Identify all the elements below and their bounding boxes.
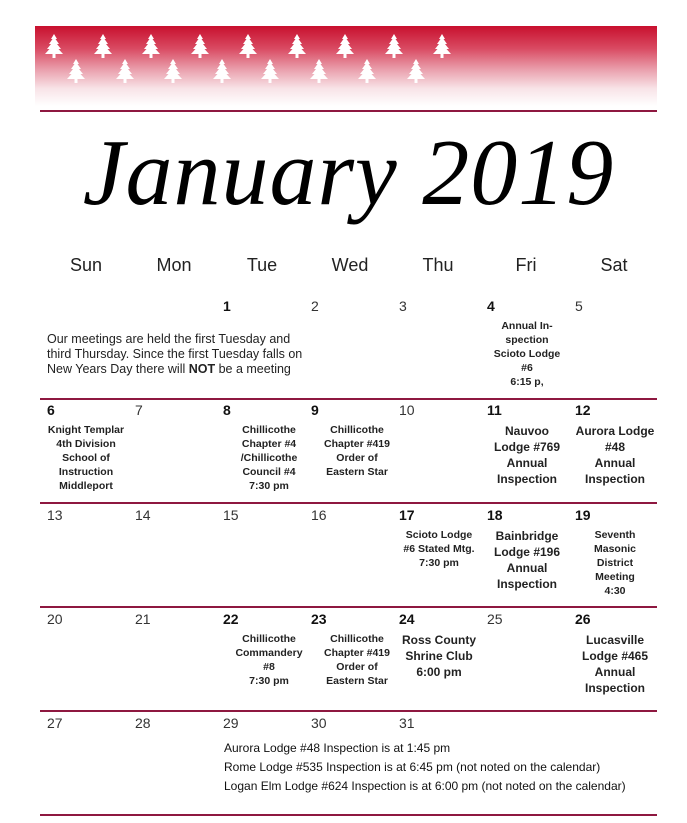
- day-number: 12: [575, 402, 591, 418]
- christmas-banner: [35, 26, 657, 106]
- event-line: 7:30 pm: [249, 675, 289, 687]
- event-line: 6:15 p,: [510, 376, 544, 388]
- event-line: #8: [263, 661, 275, 673]
- event-line: Meeting: [595, 571, 635, 583]
- event-line: Scioto Lodge: [405, 529, 473, 541]
- event-line: Commandery: [235, 647, 303, 659]
- page-title: January 2019: [82, 121, 615, 225]
- event-line: Inspection: [496, 472, 557, 486]
- day-number: 17: [399, 507, 415, 523]
- note-text: Our meetings are held the first Tuesday and third Thursday. Since the first Tuesday falls on New Years Day there will: [47, 332, 303, 376]
- day-number: 1: [223, 298, 231, 314]
- christmas-tree-icon: [65, 59, 87, 83]
- day-number: 20: [47, 611, 63, 627]
- event-line: #6: [521, 362, 533, 374]
- event-line: Chillicothe: [330, 633, 384, 645]
- event-line: Chillicothe: [242, 424, 296, 436]
- day-of-week-wed: Wed: [331, 255, 369, 275]
- event-line: #48: [604, 440, 626, 454]
- event-line: Shrine Club: [405, 649, 473, 663]
- day-number: 21: [135, 611, 151, 627]
- calendar-event[interactable]: [398, 632, 480, 680]
- day-number: 31: [399, 715, 415, 731]
- christmas-tree-icon: [189, 34, 211, 58]
- event-line: #6 Stated Mtg.: [403, 543, 475, 555]
- day-number: 4: [487, 298, 495, 314]
- event-line: Lodge #465: [581, 649, 649, 663]
- day-number: 15: [223, 507, 239, 523]
- day-number: 2: [311, 298, 319, 314]
- christmas-tree-icon: [356, 59, 378, 83]
- footer-note: Rome Lodge #535 Inspection is at 6:45 pm (not noted on the calendar): [224, 760, 601, 774]
- christmas-tree-icon: [237, 34, 259, 58]
- christmas-tree-icon: [140, 34, 162, 58]
- day-of-week-sun: Sun: [69, 255, 103, 275]
- day-number: 9: [311, 402, 319, 418]
- calendar-event[interactable]: [398, 528, 480, 570]
- event-line: Inspection: [584, 681, 645, 695]
- event-line: Order of: [336, 452, 378, 464]
- event-line: Lucasville: [585, 633, 645, 647]
- event-line: 7:30 pm: [249, 480, 289, 492]
- meeting-note: [47, 332, 317, 377]
- event-line: School of: [62, 452, 110, 464]
- event-line: Masonic: [593, 543, 636, 555]
- day-number: 11: [487, 402, 502, 418]
- event-line: Nauvoo: [504, 424, 549, 438]
- event-line: Lodge #196: [493, 545, 561, 559]
- day-number: 8: [223, 402, 231, 418]
- calendar-event[interactable]: [574, 423, 656, 487]
- week-divider: [40, 606, 657, 608]
- christmas-tree-icon: [405, 59, 427, 83]
- event-line: Chillicothe: [242, 633, 296, 645]
- event-line: Middleport: [59, 480, 113, 492]
- day-number: 6: [47, 402, 55, 418]
- day-of-week-mon: Mon: [156, 255, 192, 275]
- week-divider: [40, 398, 657, 400]
- day-number: 16: [311, 507, 327, 523]
- footer-note: Aurora Lodge #48 Inspection is at 1:45 pm: [224, 741, 451, 755]
- event-line: Inspection: [496, 577, 557, 591]
- christmas-tree-icon: [114, 59, 136, 83]
- event-line: Annual: [594, 456, 636, 470]
- christmas-tree-icon: [308, 59, 330, 83]
- day-of-week-thu: Thu: [422, 255, 454, 275]
- calendar-event[interactable]: [486, 423, 568, 487]
- day-number: 26: [575, 611, 591, 627]
- calendar-event[interactable]: [574, 632, 656, 696]
- event-line: Chillicothe: [330, 424, 384, 436]
- event-line: Aurora Lodge: [575, 424, 655, 438]
- day-number: 18: [487, 507, 503, 523]
- event-line: Lodge #769: [493, 440, 561, 454]
- note-text-end: be a meeting: [215, 362, 291, 376]
- week-divider: [40, 814, 657, 816]
- day-number: 5: [575, 298, 583, 314]
- event-line: Ross County: [401, 633, 476, 647]
- event-line: Instruction: [58, 466, 114, 478]
- footer-note: Logan Elm Lodge #624 Inspection is at 6:00 pm (not noted on the calendar): [224, 779, 626, 793]
- day-number: 22: [223, 611, 239, 627]
- day-number: 13: [47, 507, 63, 523]
- christmas-tree-icon: [286, 34, 308, 58]
- event-line: Order of: [336, 661, 378, 673]
- christmas-tree-icon: [162, 59, 184, 83]
- day-of-week-fri: Fri: [515, 255, 537, 275]
- christmas-tree-icon: [92, 34, 114, 58]
- calendar-event[interactable]: [574, 528, 656, 598]
- christmas-tree-icon: [431, 34, 453, 58]
- christmas-tree-icon: [259, 59, 281, 83]
- event-line: Inspection: [584, 472, 645, 486]
- christmas-tree-icon: [211, 59, 233, 83]
- event-line: 6:00 pm: [416, 665, 462, 679]
- day-number: 23: [311, 611, 327, 627]
- event-line: 4:30: [604, 585, 626, 597]
- day-number: 14: [135, 507, 151, 523]
- calendar-event[interactable]: [230, 423, 308, 493]
- event-line: Knight Templar: [47, 424, 125, 436]
- event-line: 4th Division: [56, 438, 116, 450]
- event-line: District: [596, 557, 634, 569]
- day-number: 10: [399, 402, 415, 418]
- day-number: 28: [135, 715, 151, 731]
- calendar-event[interactable]: [230, 632, 308, 688]
- day-number: 19: [575, 507, 591, 523]
- day-number: 7: [135, 402, 143, 418]
- event-line: Chapter #419: [324, 438, 390, 450]
- day-number: 30: [311, 715, 327, 731]
- event-line: Annual: [594, 665, 636, 679]
- event-line: Annual: [506, 456, 548, 470]
- event-line: Seventh: [594, 529, 636, 541]
- week-divider: [40, 710, 657, 712]
- calendar-event[interactable]: [486, 528, 568, 592]
- event-line: Bainbridge: [495, 529, 559, 543]
- divider: [40, 110, 657, 112]
- calendar-event[interactable]: [318, 632, 396, 688]
- event-line: spection: [505, 334, 549, 346]
- event-line: Chapter #419: [324, 647, 390, 659]
- day-of-week-tue: Tue: [246, 255, 278, 275]
- calendar-event[interactable]: [486, 319, 568, 389]
- event-line: Eastern Star: [326, 675, 388, 687]
- event-line: Annual In-: [501, 320, 553, 332]
- day-of-week-sat: Sat: [600, 255, 628, 275]
- day-number: 24: [399, 611, 415, 627]
- event-line: Council #4: [242, 466, 296, 478]
- calendar-event[interactable]: [45, 423, 127, 493]
- christmas-tree-icon: [334, 34, 356, 58]
- day-number: 3: [399, 298, 407, 314]
- event-line: Chapter #4: [241, 438, 297, 450]
- week-divider: [40, 502, 657, 504]
- event-line: 7:30 pm: [419, 557, 459, 569]
- note-emphasis: NOT: [188, 362, 216, 376]
- christmas-tree-icon: [43, 34, 65, 58]
- event-line: /Chillicothe: [240, 452, 298, 464]
- day-number: 27: [47, 715, 63, 731]
- event-line: Annual: [506, 561, 548, 575]
- event-line: Eastern Star: [326, 466, 388, 478]
- christmas-tree-icon: [383, 34, 405, 58]
- day-number: 25: [487, 611, 503, 627]
- event-line: Scioto Lodge: [493, 348, 561, 360]
- calendar-event[interactable]: [318, 423, 396, 479]
- day-number: 29: [223, 715, 239, 731]
